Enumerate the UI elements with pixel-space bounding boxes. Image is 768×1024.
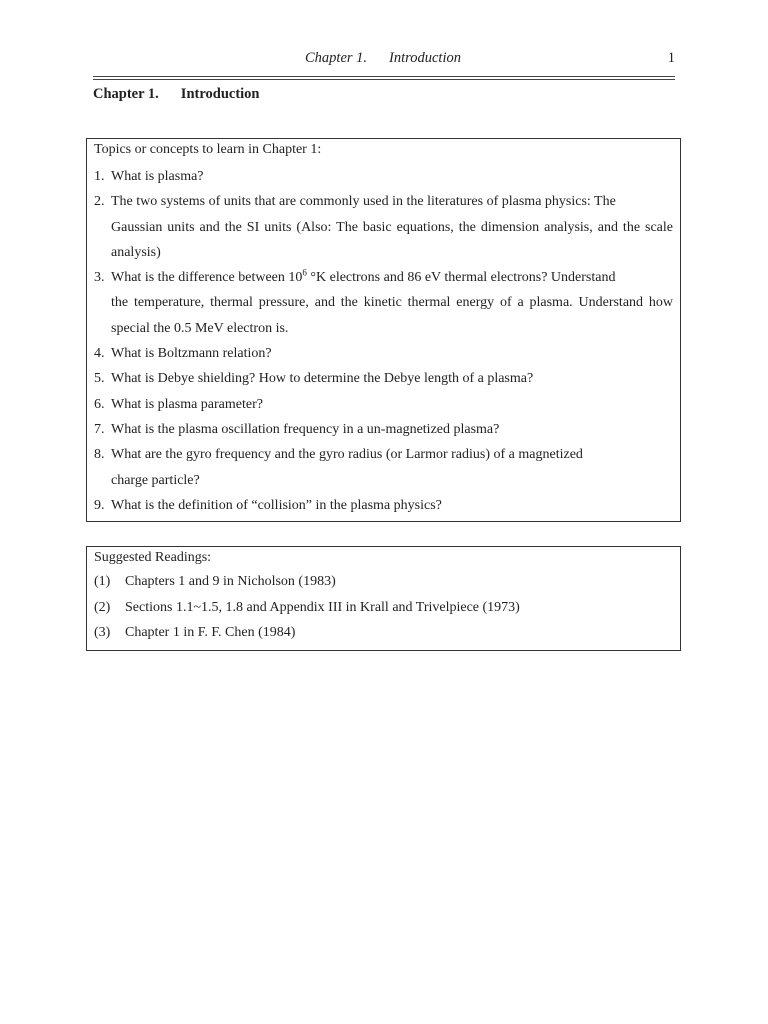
list-item <box>94 595 673 621</box>
readings-box <box>86 546 681 651</box>
topics-box <box>86 138 681 522</box>
list-item <box>94 569 673 595</box>
item-number: (3) <box>94 625 111 640</box>
readings-title: Suggested Readings: <box>94 550 212 565</box>
list-item <box>94 620 673 646</box>
item-number: (2) <box>94 599 111 615</box>
running-header <box>93 50 675 70</box>
item-text-continued: the temperature, thermal pressure, and the kinetic thermal energy of a plasma. Understand how special the 0.5 MeV electron is. <box>111 295 673 336</box>
chapter-label: Chapter 1. <box>93 86 159 102</box>
topics-title: Topics or concepts to learn in Chapter 1: <box>94 142 322 157</box>
item-number: 2. <box>94 194 105 210</box>
item-number: 1. <box>94 169 105 184</box>
list-item <box>94 392 673 417</box>
item-text-continued: charge particle? <box>111 472 200 488</box>
item-number: 5. <box>94 371 105 387</box>
readings-list <box>94 569 673 646</box>
list-item <box>94 189 673 265</box>
item-text: °K electrons and 86 eV thermal electrons? Understand <box>306 270 616 286</box>
item-text: Sections 1.1~1.5, 1.8 and Appendix III in Krall and Trivelpiece (1973) <box>125 599 520 615</box>
running-header-title <box>305 50 461 67</box>
header-rule <box>93 76 675 80</box>
item-text: What are the gyro frequency and the gyro radius (or Larmor radius) of a magnetized <box>111 447 583 463</box>
item-text: What is plasma parameter? <box>111 396 263 412</box>
item-text: What is Debye shielding? How to determine the Debye length of a plasma? <box>111 371 534 387</box>
item-number: 6. <box>94 396 105 412</box>
running-header-section: Introduction <box>389 50 461 66</box>
item-text: The two systems of units that are commonly used in the literatures of plasma physics: The <box>111 194 616 210</box>
list-item <box>94 493 673 518</box>
page-number: 1 <box>667 50 675 66</box>
item-number: 8. <box>94 447 105 463</box>
superscript: 6 <box>302 267 307 278</box>
item-number: 4. <box>94 346 105 362</box>
running-header-chapter: Chapter 1. <box>305 50 368 66</box>
topics-list <box>94 164 673 518</box>
chapter-title: Introduction <box>180 86 260 102</box>
item-number: 7. <box>94 421 105 437</box>
list-item <box>94 366 673 391</box>
list-item <box>94 341 673 366</box>
list-item <box>94 417 673 442</box>
list-item <box>94 265 673 341</box>
item-text: What is the plasma oscillation frequency in a un-magnetized plasma? <box>111 421 500 437</box>
list-item <box>94 164 673 189</box>
item-text: What is Boltzmann relation? <box>111 346 272 362</box>
item-text-continued: Gaussian units and the SI units (Also: The basic equations, the dimension analysis, and the scale analysis) <box>111 219 673 260</box>
item-text: Chapter 1 in F. F. Chen (1984) <box>125 625 296 640</box>
list-item <box>94 442 673 493</box>
item-text: Chapters 1 and 9 in Nicholson (1983) <box>125 574 336 589</box>
item-number: 3. <box>94 270 105 286</box>
item-number: (1) <box>94 574 111 589</box>
item-text: What is the definition of “collision” in the plasma physics? <box>111 497 442 513</box>
item-text: What is the difference between 10 <box>111 270 303 286</box>
item-text: What is plasma? <box>111 169 204 184</box>
item-number: 9. <box>94 497 105 513</box>
chapter-heading <box>93 86 260 103</box>
